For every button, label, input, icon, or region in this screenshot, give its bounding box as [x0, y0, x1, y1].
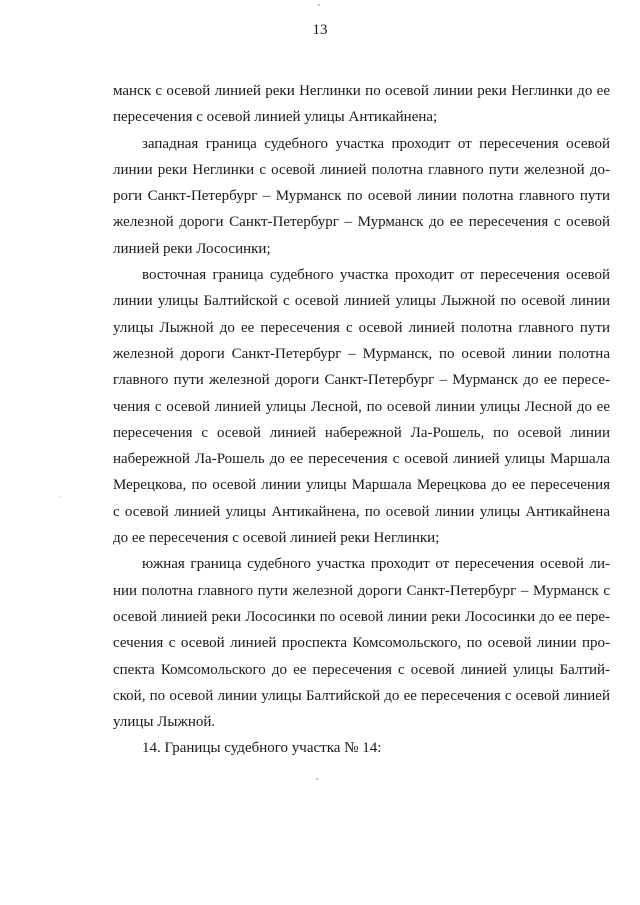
- scan-speck: [60, 496, 61, 497]
- text-line: главного пути железной дороги Санкт-Петербург – Мурманск до ее пересе-: [113, 372, 610, 389]
- text-line: южная граница судебного участка проходит от пересечения осевой ли-: [142, 556, 610, 573]
- text-line: сечения с осевой линией проспекта Комсомольского, по осевой линии про-: [113, 635, 610, 652]
- text-line: железной дороги Санкт-Петербург – Мурманск, по осевой линии полотна: [113, 345, 610, 362]
- page-number: 13: [312, 22, 328, 38]
- text-line: до ее пересечения с осевой линией реки Неглинки;: [113, 530, 440, 547]
- text-line: западная граница судебного участка проходит от пересечения осевой: [142, 135, 610, 152]
- text-line: железной дороги Санкт-Петербург – Мурманск до ее пересечения с осевой: [113, 214, 610, 231]
- text-line: роги Санкт-Петербург – Мурманск по осевой линии полотна главного пути: [113, 188, 610, 205]
- section-heading: 14. Границы судебного участка № 14:: [142, 740, 382, 757]
- text-line: улицы Лыжной до ее пересечения с осевой линией полотна главного пути: [113, 319, 610, 336]
- text-line: набережной Ла-Рошель до ее пересечения с осевой линией улицы Маршала: [113, 451, 610, 468]
- paragraph-east-boundary: [113, 262, 610, 551]
- paragraph-south-boundary: [113, 551, 610, 735]
- text-line: пересечения с осевой линией набережной Ла-Рошель, по осевой линии: [113, 424, 610, 441]
- paragraph-section-14: [113, 735, 610, 761]
- text-line: осевой линией реки Лососинки по осевой линии реки Лососинки до ее пере-: [113, 608, 610, 625]
- text-line: ской, по осевой линии улицы Балтийской до ее пересечения с осевой линией: [113, 687, 610, 704]
- text-line: линии реки Неглинки с осевой линией полотна главного пути железной до-: [113, 161, 610, 178]
- text-line: пересечения с осевой линией улицы Антикайнена;: [113, 109, 438, 126]
- text-line: с осевой линией улицы Антикайнена, по осевой линии улицы Антикайнена: [113, 503, 610, 520]
- text-line: чения с осевой линией улицы Лесной, по осевой линии улицы Лесной до ее: [113, 398, 610, 415]
- paragraph-1: [113, 78, 610, 131]
- scan-speck: [318, 4, 320, 6]
- text-line: манск с осевой линией реки Неглинки по осевой линии реки Неглинки до ее: [113, 83, 610, 99]
- text-line: линией реки Лососинки;: [113, 240, 271, 257]
- text-line: Мерецкова, по осевой линии улицы Маршала Мерецкова до ее пересечения: [113, 477, 610, 494]
- text-line: линии улицы Балтийской с осевой линией улицы Лыжной по осевой линии: [113, 293, 610, 310]
- document-body: [113, 78, 610, 762]
- text-line: нии полотна главного пути железной дороги Санкт-Петербург – Мурманск с: [113, 582, 610, 599]
- text-line: спекта Комсомольского до ее пересечения с осевой линией улицы Балтий-: [113, 661, 610, 678]
- text-line: улицы Лыжной.: [113, 714, 216, 731]
- scan-speck: [316, 778, 318, 780]
- paragraph-west-boundary: [113, 131, 610, 262]
- text-line: восточная граница судебного участка проходит от пересечения осевой: [142, 267, 610, 284]
